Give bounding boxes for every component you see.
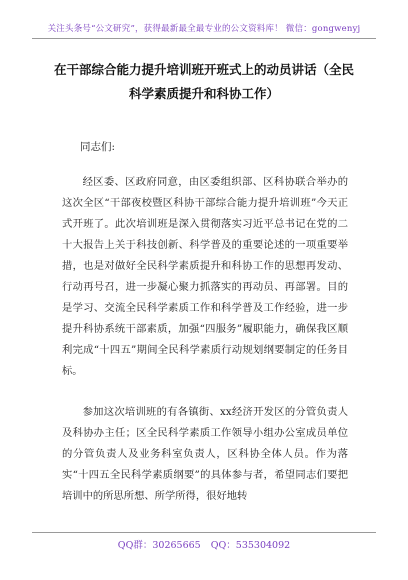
footer-contact (0, 537, 408, 551)
body-paragraph-2: 参加这次培训班的有各镇街、xx经济开发区的分管负责人及科协办主任；区全民科学素质工作领导小组办公室成员单位的分管负责人及业务科室负责人，区科协全体人员。作为落实“十四五全民科学素质纲要”的具体参与者，希望同志们要把培训中的所思所想、所学所得，很好地转 (62, 406, 348, 502)
footer-qq-number: QQ：535304092 (210, 540, 291, 551)
document-title: 在干部综合能力提升培训班开班式上的动员讲话（全民科学素质提升和科协工作） (53, 62, 354, 101)
salutation: 同志们: (80, 141, 116, 153)
header-banner: 关注头条号“公文研究”，获得最新最全最专业的公文资料库！ 微信：gongwenyj (47, 24, 361, 34)
footer-qq-group: QQ群：30265665 (117, 540, 201, 551)
body-paragraph-1: 经区委、区政府同意，由区委组织部、区科协联合举办的这次全区“干部夜校暨区科协干部综合能力提升培训班”今天正式开班了。此次培训班是深入贯彻落实习近平总书记在党的二十大报告上关于科技创新、科学普及的重要论述的一项重要举措，也是对做好全民科学素质提升和科协工作的思想再发动、行动再号召，进一步凝心聚力抓落实的再动员、再部署。目的是学习、交流全民科学素质工作和科学普及工作经验，进一步提升科协系统干部素质，加强“四服务”履职能力，确保我区顺利完成“十四五”期间全民科学素质行动规划纲要制定的任务目标。 (62, 176, 348, 377)
header-divider (32, 38, 376, 39)
footer-divider (32, 532, 376, 533)
